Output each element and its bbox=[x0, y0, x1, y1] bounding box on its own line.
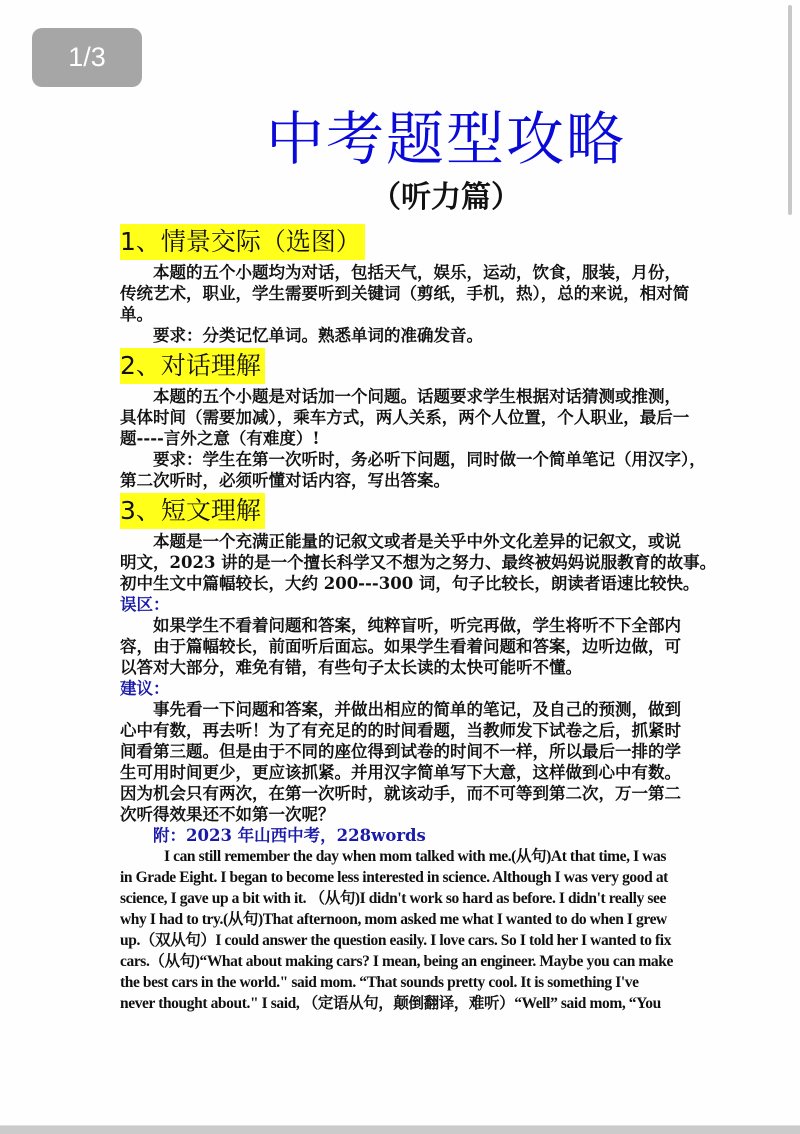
english-passage-line: cars.（从句)“What about making cars? I mean, being an engineer. Maybe you can make bbox=[120, 953, 673, 970]
document-body bbox=[120, 222, 717, 1014]
paragraph-line: 心中有数，再去听！为了有充足的的时间看题，当教师发下试卷之后，抓紧时 bbox=[120, 721, 681, 740]
paragraph-line: 如果学生不看着问题和答案，纯粹盲听，听完再做，学生将听不下全部内 bbox=[153, 616, 681, 635]
english-passage-line: in Grade Eight. I began to become less interested in science. Although I was very good at bbox=[120, 869, 668, 886]
paragraph-line: 生可用时间更少，更应该抓紧。并用汉字简单写下大意，这样做到心中有数。 bbox=[120, 763, 681, 782]
paragraph-line: 具体时间（需要加减），乘车方式，两人关系，两个人位置，个人职业，最后一 bbox=[120, 408, 690, 427]
english-passage-line: why I had to try.(从句)That afternoon, mom asked me what I wanted to do when I grew bbox=[120, 911, 667, 928]
paragraph-line: 初中生文中篇幅较长，大约 200---300 词，句子比较长，朗读者语速比较快。 bbox=[120, 574, 700, 593]
english-passage-line: I can still remember the day when mom talked with me.(从句)At that time, I was bbox=[164, 848, 666, 865]
paragraph-line: 本题是一个充满正能量的记叙文或者是关乎中外文化差异的记叙文，或说 bbox=[153, 532, 681, 551]
paragraph-line: 要求：分类记忆单词。熟悉单词的准确发音。 bbox=[153, 326, 483, 345]
section-heading-row bbox=[120, 493, 680, 529]
english-passage-line: up.（双从句）I could answer the question easily. I love cars. So I told her I wanted to fix bbox=[120, 932, 672, 949]
paragraph-line: 事先看一下问题和答案，并做出相应的简单的笔记，及自己的预测，做到 bbox=[153, 700, 681, 719]
section-heading: 2、对话理解 bbox=[120, 348, 265, 384]
english-passage-line: the best cars in the world." said mom. “That sounds pretty cool. It is something I've bbox=[120, 974, 639, 991]
section-heading-row bbox=[120, 348, 680, 384]
english-passage-line: never thought about." I said, （定语从句，颠倒翻译，难听）“Well” said mom, “You bbox=[120, 995, 661, 1012]
section-label: 附：2023 年山西中考，228words bbox=[153, 826, 426, 845]
document-title: 中考题型攻略 bbox=[265, 105, 626, 173]
paragraph-line: 以答对大部分，难免有错，有些句子太长读的太快可能听不懂。 bbox=[120, 658, 582, 677]
paragraph-line: 间看第三题。但是由于不同的座位得到试卷的时间不一样，所以最后一排的学 bbox=[120, 742, 681, 761]
paragraph-line: 传统艺术，职业，学生需要听到关键词（剪纸，手机，热），总的来说，相对简 bbox=[120, 284, 690, 303]
paragraph-line: 次听得效果还不如第一次呢？ bbox=[120, 805, 335, 824]
paragraph-line: 要求：学生在第一次听时，务必听下问题，同时做一个简单笔记（用汉字）， bbox=[153, 450, 706, 469]
section-heading-row bbox=[120, 224, 680, 260]
paragraph-line: 容，由于篇幅较长，前面听后面忘。如果学生看着问题和答案，边听边做，可 bbox=[120, 637, 681, 656]
horizontal-scrollbar[interactable] bbox=[0, 1125, 800, 1134]
section-label: 建议： bbox=[120, 679, 170, 698]
section-heading: 3、短文理解 bbox=[120, 493, 265, 529]
paragraph-line: 本题的五个小题均为对话，包括天气，娱乐，运动，饮食，服装，月份， bbox=[153, 263, 681, 282]
paragraph-line: 明文，2023 讲的是一个擅长科学又不想为之努力、最终被妈妈说服教育的故事。 bbox=[120, 553, 717, 572]
paragraph-line: 因为机会只有两次，在第一次听时，就该动手，而不可等到第二次，万一第二 bbox=[120, 784, 681, 803]
section-heading: 1、情景交际（选图） bbox=[120, 224, 365, 260]
paragraph-line: 题----言外之意（有难度）! bbox=[120, 429, 320, 448]
page-indicator: 1/3 bbox=[32, 28, 142, 87]
paragraph-line: 单。 bbox=[120, 305, 153, 324]
english-passage-line: science, I gave up a bit with it. （从句)I didn't work so hard as before. I didn't really see bbox=[120, 890, 666, 907]
document-subtitle: （听力篇） bbox=[371, 180, 521, 215]
paragraph-line: 第二次听时，必须听懂对话内容，写出答案。 bbox=[120, 471, 450, 490]
paragraph-line: 本题的五个小题是对话加一个问题。话题要求学生根据对话猜测或推测， bbox=[153, 387, 681, 406]
section-label: 误区： bbox=[120, 595, 170, 614]
